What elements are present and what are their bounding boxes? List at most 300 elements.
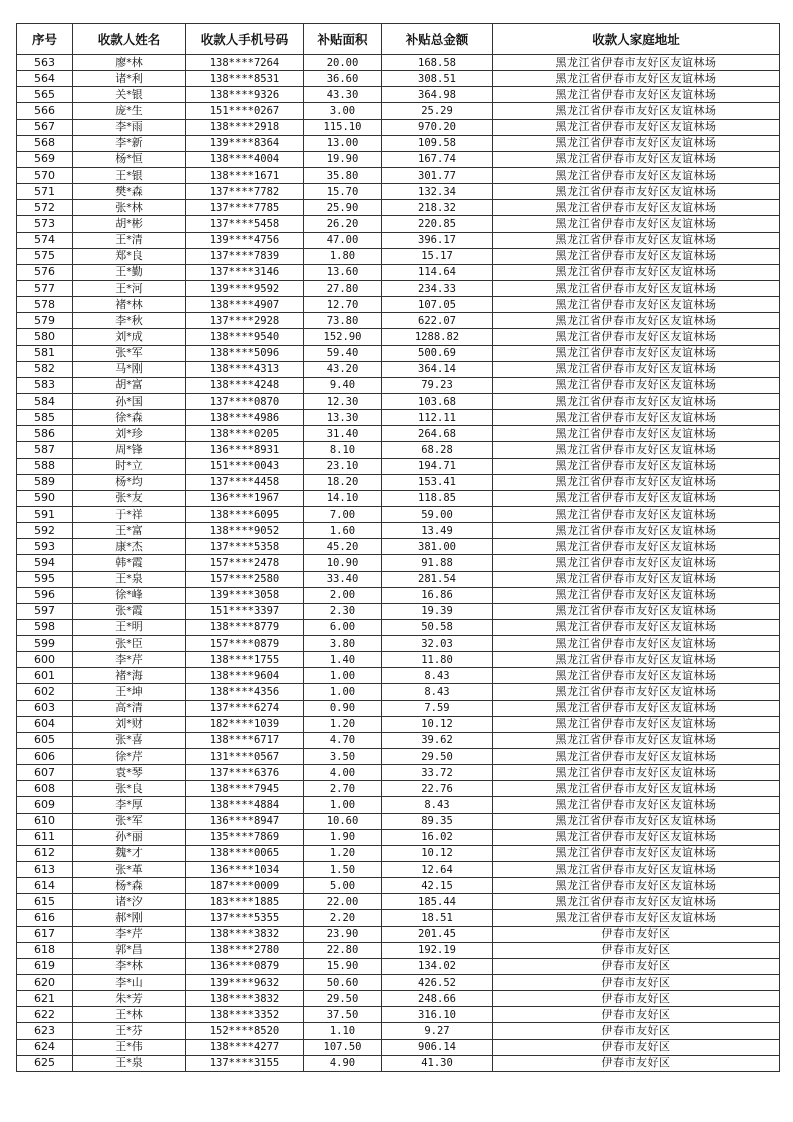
table-row xyxy=(17,636,780,652)
cell-index: 615 xyxy=(17,894,73,910)
cell-name: 李*林 xyxy=(73,958,186,974)
cell-address: 黑龙江省伊春市友好区友谊林场 xyxy=(493,523,780,539)
table-row xyxy=(17,700,780,716)
cell-amount: 264.68 xyxy=(382,426,493,442)
cell-name: 樊*森 xyxy=(73,184,186,200)
cell-index: 608 xyxy=(17,781,73,797)
cell-amount: 167.74 xyxy=(382,151,493,167)
cell-name: 杨*均 xyxy=(73,474,186,490)
cell-name: 王*明 xyxy=(73,619,186,635)
cell-index: 624 xyxy=(17,1039,73,1055)
cell-phone: 137****0870 xyxy=(186,393,304,409)
cell-index: 613 xyxy=(17,862,73,878)
cell-phone: 157****2478 xyxy=(186,555,304,571)
cell-name: 褚*林 xyxy=(73,297,186,313)
cell-address: 黑龙江省伊春市友好区友谊林场 xyxy=(493,297,780,313)
table-row xyxy=(17,200,780,216)
col-header-amount: 补贴总金额 xyxy=(382,24,493,55)
cell-address: 黑龙江省伊春市友好区友谊林场 xyxy=(493,87,780,103)
cell-area: 1.00 xyxy=(304,668,382,684)
cell-phone: 138****8531 xyxy=(186,71,304,87)
cell-index: 563 xyxy=(17,55,73,71)
cell-index: 622 xyxy=(17,1007,73,1023)
cell-address: 伊春市友好区 xyxy=(493,958,780,974)
cell-amount: 426.52 xyxy=(382,975,493,991)
cell-index: 598 xyxy=(17,619,73,635)
cell-name: 刘*财 xyxy=(73,716,186,732)
cell-area: 1.80 xyxy=(304,248,382,264)
cell-phone: 137****6274 xyxy=(186,700,304,716)
cell-area: 1.10 xyxy=(304,1023,382,1039)
cell-name: 李*新 xyxy=(73,135,186,151)
cell-area: 12.30 xyxy=(304,393,382,409)
cell-index: 581 xyxy=(17,345,73,361)
cell-name: 马*刚 xyxy=(73,361,186,377)
cell-name: 王*清 xyxy=(73,232,186,248)
cell-amount: 12.64 xyxy=(382,862,493,878)
cell-index: 625 xyxy=(17,1055,73,1071)
cell-area: 115.10 xyxy=(304,119,382,135)
cell-area: 47.00 xyxy=(304,232,382,248)
table-row xyxy=(17,232,780,248)
cell-name: 朱*芳 xyxy=(73,991,186,1007)
table-row xyxy=(17,345,780,361)
cell-amount: 192.19 xyxy=(382,942,493,958)
cell-area: 3.50 xyxy=(304,749,382,765)
cell-address: 黑龙江省伊春市友好区友谊林场 xyxy=(493,474,780,490)
cell-amount: 622.07 xyxy=(382,313,493,329)
cell-index: 600 xyxy=(17,652,73,668)
cell-phone: 138****0065 xyxy=(186,845,304,861)
col-header-area: 补贴面积 xyxy=(304,24,382,55)
cell-name: 周*锋 xyxy=(73,442,186,458)
cell-index: 588 xyxy=(17,458,73,474)
cell-amount: 1288.82 xyxy=(382,329,493,345)
cell-amount: 32.03 xyxy=(382,636,493,652)
table-row xyxy=(17,103,780,119)
cell-name: 李*芹 xyxy=(73,652,186,668)
cell-phone: 138****4356 xyxy=(186,684,304,700)
cell-phone: 131****0567 xyxy=(186,749,304,765)
table-row xyxy=(17,313,780,329)
table-row xyxy=(17,765,780,781)
cell-amount: 10.12 xyxy=(382,716,493,732)
cell-address: 黑龙江省伊春市友好区友谊林场 xyxy=(493,216,780,232)
table-row xyxy=(17,829,780,845)
cell-index: 569 xyxy=(17,151,73,167)
cell-phone: 138****4986 xyxy=(186,410,304,426)
cell-address: 黑龙江省伊春市友好区友谊林场 xyxy=(493,280,780,296)
cell-phone: 138****6717 xyxy=(186,732,304,748)
cell-address: 黑龙江省伊春市友好区友谊林场 xyxy=(493,248,780,264)
cell-area: 1.40 xyxy=(304,652,382,668)
table-row xyxy=(17,975,780,991)
cell-amount: 364.14 xyxy=(382,361,493,377)
cell-phone: 157****0879 xyxy=(186,636,304,652)
cell-address: 伊春市友好区 xyxy=(493,1007,780,1023)
cell-area: 1.90 xyxy=(304,829,382,845)
cell-amount: 220.85 xyxy=(382,216,493,232)
cell-phone: 182****1039 xyxy=(186,716,304,732)
cell-amount: 381.00 xyxy=(382,539,493,555)
cell-name: 徐*芹 xyxy=(73,749,186,765)
table-row xyxy=(17,991,780,1007)
cell-index: 564 xyxy=(17,71,73,87)
cell-index: 611 xyxy=(17,829,73,845)
cell-address: 伊春市友好区 xyxy=(493,1039,780,1055)
cell-phone: 139****8364 xyxy=(186,135,304,151)
cell-address: 黑龙江省伊春市友好区友谊林场 xyxy=(493,749,780,765)
cell-index: 604 xyxy=(17,716,73,732)
cell-name: 胡*富 xyxy=(73,377,186,393)
cell-phone: 137****7782 xyxy=(186,184,304,200)
table-row xyxy=(17,426,780,442)
cell-index: 590 xyxy=(17,490,73,506)
cell-phone: 152****8520 xyxy=(186,1023,304,1039)
cell-index: 621 xyxy=(17,991,73,1007)
cell-address: 黑龙江省伊春市友好区友谊林场 xyxy=(493,765,780,781)
cell-amount: 218.32 xyxy=(382,200,493,216)
cell-area: 37.50 xyxy=(304,1007,382,1023)
table-body xyxy=(17,55,780,1072)
cell-name: 王*林 xyxy=(73,1007,186,1023)
table-row xyxy=(17,442,780,458)
table-row xyxy=(17,894,780,910)
cell-name: 张*林 xyxy=(73,200,186,216)
cell-index: 614 xyxy=(17,878,73,894)
cell-address: 伊春市友好区 xyxy=(493,1055,780,1071)
cell-area: 1.00 xyxy=(304,684,382,700)
cell-amount: 103.68 xyxy=(382,393,493,409)
cell-name: 刘*成 xyxy=(73,329,186,345)
cell-phone: 137****7785 xyxy=(186,200,304,216)
cell-address: 伊春市友好区 xyxy=(493,991,780,1007)
table-row xyxy=(17,1007,780,1023)
cell-amount: 8.43 xyxy=(382,684,493,700)
cell-name: 张*霞 xyxy=(73,603,186,619)
cell-area: 15.90 xyxy=(304,958,382,974)
cell-name: 诸*汐 xyxy=(73,894,186,910)
table-row xyxy=(17,619,780,635)
table-row xyxy=(17,555,780,571)
cell-name: 张*良 xyxy=(73,781,186,797)
cell-area: 1.20 xyxy=(304,845,382,861)
table-row xyxy=(17,587,780,603)
cell-area: 4.00 xyxy=(304,765,382,781)
table-row xyxy=(17,490,780,506)
cell-phone: 187****0009 xyxy=(186,878,304,894)
cell-amount: 19.39 xyxy=(382,603,493,619)
cell-index: 596 xyxy=(17,587,73,603)
cell-address: 伊春市友好区 xyxy=(493,1023,780,1039)
table-row xyxy=(17,264,780,280)
table-row xyxy=(17,71,780,87)
cell-index: 571 xyxy=(17,184,73,200)
cell-address: 黑龙江省伊春市友好区友谊林场 xyxy=(493,55,780,71)
cell-name: 诸*利 xyxy=(73,71,186,87)
cell-name: 康*杰 xyxy=(73,539,186,555)
cell-index: 583 xyxy=(17,377,73,393)
cell-area: 10.60 xyxy=(304,813,382,829)
cell-index: 620 xyxy=(17,975,73,991)
cell-area: 27.80 xyxy=(304,280,382,296)
cell-amount: 194.71 xyxy=(382,458,493,474)
cell-phone: 138****4907 xyxy=(186,297,304,313)
header-row xyxy=(17,24,780,55)
cell-phone: 151****0043 xyxy=(186,458,304,474)
cell-area: 7.00 xyxy=(304,506,382,522)
cell-amount: 7.59 xyxy=(382,700,493,716)
cell-area: 36.60 xyxy=(304,71,382,87)
cell-amount: 33.72 xyxy=(382,765,493,781)
cell-amount: 59.00 xyxy=(382,506,493,522)
table-row xyxy=(17,329,780,345)
cell-index: 565 xyxy=(17,87,73,103)
cell-index: 580 xyxy=(17,329,73,345)
cell-index: 605 xyxy=(17,732,73,748)
cell-phone: 137****3155 xyxy=(186,1055,304,1071)
cell-phone: 136****0879 xyxy=(186,958,304,974)
cell-name: 李*山 xyxy=(73,975,186,991)
cell-name: 胡*彬 xyxy=(73,216,186,232)
cell-area: 1.60 xyxy=(304,523,382,539)
cell-name: 张*喜 xyxy=(73,732,186,748)
cell-area: 19.90 xyxy=(304,151,382,167)
cell-address: 黑龙江省伊春市友好区友谊林场 xyxy=(493,636,780,652)
cell-amount: 13.49 xyxy=(382,523,493,539)
cell-phone: 138****2780 xyxy=(186,942,304,958)
cell-area: 33.40 xyxy=(304,571,382,587)
cell-phone: 138****6095 xyxy=(186,506,304,522)
cell-phone: 137****6376 xyxy=(186,765,304,781)
cell-area: 23.10 xyxy=(304,458,382,474)
table-row xyxy=(17,410,780,426)
cell-phone: 138****4313 xyxy=(186,361,304,377)
cell-phone: 138****1671 xyxy=(186,167,304,183)
col-header-phone: 收款人手机号码 xyxy=(186,24,304,55)
cell-area: 1.00 xyxy=(304,797,382,813)
cell-amount: 112.11 xyxy=(382,410,493,426)
cell-amount: 134.02 xyxy=(382,958,493,974)
cell-amount: 132.34 xyxy=(382,184,493,200)
table-row xyxy=(17,151,780,167)
cell-address: 黑龙江省伊春市友好区友谊林场 xyxy=(493,200,780,216)
cell-name: 杨*恒 xyxy=(73,151,186,167)
cell-phone: 138****4248 xyxy=(186,377,304,393)
cell-phone: 138****1755 xyxy=(186,652,304,668)
cell-amount: 168.58 xyxy=(382,55,493,71)
cell-area: 4.70 xyxy=(304,732,382,748)
cell-amount: 89.35 xyxy=(382,813,493,829)
cell-area: 22.00 xyxy=(304,894,382,910)
cell-phone: 138****9326 xyxy=(186,87,304,103)
cell-amount: 10.12 xyxy=(382,845,493,861)
cell-amount: 281.54 xyxy=(382,571,493,587)
cell-index: 574 xyxy=(17,232,73,248)
cell-phone: 138****2918 xyxy=(186,119,304,135)
subsidy-table xyxy=(16,23,780,1072)
cell-phone: 138****5096 xyxy=(186,345,304,361)
cell-index: 610 xyxy=(17,813,73,829)
table-row xyxy=(17,910,780,926)
cell-address: 黑龙江省伊春市友好区友谊林场 xyxy=(493,393,780,409)
cell-phone: 138****9604 xyxy=(186,668,304,684)
cell-phone: 137****4458 xyxy=(186,474,304,490)
table-row xyxy=(17,797,780,813)
cell-phone: 138****8779 xyxy=(186,619,304,635)
cell-area: 20.00 xyxy=(304,55,382,71)
table-row xyxy=(17,280,780,296)
cell-phone: 138****9540 xyxy=(186,329,304,345)
cell-address: 黑龙江省伊春市友好区友谊林场 xyxy=(493,700,780,716)
cell-address: 黑龙江省伊春市友好区友谊林场 xyxy=(493,603,780,619)
cell-area: 5.00 xyxy=(304,878,382,894)
cell-amount: 18.51 xyxy=(382,910,493,926)
cell-index: 577 xyxy=(17,280,73,296)
cell-name: 李*秋 xyxy=(73,313,186,329)
table-row xyxy=(17,652,780,668)
cell-name: 王*河 xyxy=(73,280,186,296)
cell-name: 徐*峰 xyxy=(73,587,186,603)
cell-area: 43.30 xyxy=(304,87,382,103)
cell-index: 597 xyxy=(17,603,73,619)
cell-address: 黑龙江省伊春市友好区友谊林场 xyxy=(493,167,780,183)
table-row xyxy=(17,1055,780,1071)
cell-address: 黑龙江省伊春市友好区友谊林场 xyxy=(493,781,780,797)
cell-amount: 11.80 xyxy=(382,652,493,668)
table-row xyxy=(17,942,780,958)
cell-name: 郑*良 xyxy=(73,248,186,264)
cell-amount: 29.50 xyxy=(382,749,493,765)
table-row xyxy=(17,1039,780,1055)
cell-area: 25.90 xyxy=(304,200,382,216)
cell-name: 韩*霞 xyxy=(73,555,186,571)
cell-index: 617 xyxy=(17,926,73,942)
table-row xyxy=(17,958,780,974)
cell-amount: 114.64 xyxy=(382,264,493,280)
table-row xyxy=(17,813,780,829)
cell-index: 603 xyxy=(17,700,73,716)
table-row xyxy=(17,377,780,393)
cell-address: 黑龙江省伊春市友好区友谊林场 xyxy=(493,894,780,910)
cell-phone: 138****3352 xyxy=(186,1007,304,1023)
cell-area: 3.80 xyxy=(304,636,382,652)
cell-area: 152.90 xyxy=(304,329,382,345)
cell-name: 张*军 xyxy=(73,813,186,829)
cell-name: 袁*琴 xyxy=(73,765,186,781)
cell-address: 黑龙江省伊春市友好区友谊林场 xyxy=(493,652,780,668)
cell-amount: 68.28 xyxy=(382,442,493,458)
cell-index: 609 xyxy=(17,797,73,813)
col-header-address: 收款人家庭地址 xyxy=(493,24,780,55)
cell-phone: 139****9632 xyxy=(186,975,304,991)
table-row xyxy=(17,862,780,878)
cell-address: 黑龙江省伊春市友好区友谊林场 xyxy=(493,184,780,200)
table-row xyxy=(17,167,780,183)
cell-amount: 109.58 xyxy=(382,135,493,151)
cell-name: 高*清 xyxy=(73,700,186,716)
cell-area: 73.80 xyxy=(304,313,382,329)
cell-amount: 301.77 xyxy=(382,167,493,183)
cell-index: 602 xyxy=(17,684,73,700)
cell-phone: 136****8947 xyxy=(186,813,304,829)
cell-name: 孙*国 xyxy=(73,393,186,409)
cell-amount: 906.14 xyxy=(382,1039,493,1055)
cell-area: 29.50 xyxy=(304,991,382,1007)
table-row xyxy=(17,732,780,748)
table-row xyxy=(17,458,780,474)
cell-name: 杨*森 xyxy=(73,878,186,894)
cell-area: 23.90 xyxy=(304,926,382,942)
cell-index: 566 xyxy=(17,103,73,119)
cell-address: 伊春市友好区 xyxy=(493,942,780,958)
cell-amount: 316.10 xyxy=(382,1007,493,1023)
table-row xyxy=(17,119,780,135)
cell-index: 612 xyxy=(17,845,73,861)
cell-address: 黑龙江省伊春市友好区友谊林场 xyxy=(493,506,780,522)
cell-amount: 91.88 xyxy=(382,555,493,571)
cell-index: 584 xyxy=(17,393,73,409)
cell-area: 1.20 xyxy=(304,716,382,732)
cell-amount: 15.17 xyxy=(382,248,493,264)
cell-index: 589 xyxy=(17,474,73,490)
cell-address: 黑龙江省伊春市友好区友谊林场 xyxy=(493,845,780,861)
cell-address: 黑龙江省伊春市友好区友谊林场 xyxy=(493,829,780,845)
cell-phone: 138****3832 xyxy=(186,991,304,1007)
cell-name: 王*伟 xyxy=(73,1039,186,1055)
cell-address: 黑龙江省伊春市友好区友谊林场 xyxy=(493,426,780,442)
cell-name: 王*泉 xyxy=(73,571,186,587)
cell-name: 庞*生 xyxy=(73,103,186,119)
cell-phone: 151****0267 xyxy=(186,103,304,119)
cell-area: 26.20 xyxy=(304,216,382,232)
cell-phone: 151****3397 xyxy=(186,603,304,619)
cell-index: 619 xyxy=(17,958,73,974)
cell-name: 王*富 xyxy=(73,523,186,539)
cell-address: 伊春市友好区 xyxy=(493,975,780,991)
cell-address: 黑龙江省伊春市友好区友谊林场 xyxy=(493,555,780,571)
cell-name: 郝*刚 xyxy=(73,910,186,926)
cell-index: 585 xyxy=(17,410,73,426)
cell-area: 9.40 xyxy=(304,377,382,393)
cell-index: 573 xyxy=(17,216,73,232)
cell-area: 1.50 xyxy=(304,862,382,878)
cell-phone: 138****0205 xyxy=(186,426,304,442)
table-row xyxy=(17,393,780,409)
cell-phone: 137****3146 xyxy=(186,264,304,280)
cell-area: 59.40 xyxy=(304,345,382,361)
cell-index: 576 xyxy=(17,264,73,280)
cell-address: 黑龙江省伊春市友好区友谊林场 xyxy=(493,539,780,555)
cell-amount: 364.98 xyxy=(382,87,493,103)
cell-address: 黑龙江省伊春市友好区友谊林场 xyxy=(493,151,780,167)
cell-phone: 136****1034 xyxy=(186,862,304,878)
cell-area: 2.20 xyxy=(304,910,382,926)
cell-address: 黑龙江省伊春市友好区友谊林场 xyxy=(493,668,780,684)
cell-address: 黑龙江省伊春市友好区友谊林场 xyxy=(493,377,780,393)
cell-phone: 183****1885 xyxy=(186,894,304,910)
cell-index: 623 xyxy=(17,1023,73,1039)
cell-area: 2.70 xyxy=(304,781,382,797)
cell-address: 黑龙江省伊春市友好区友谊林场 xyxy=(493,619,780,635)
cell-index: 587 xyxy=(17,442,73,458)
cell-area: 2.00 xyxy=(304,587,382,603)
table-row xyxy=(17,926,780,942)
cell-amount: 79.23 xyxy=(382,377,493,393)
table-row xyxy=(17,539,780,555)
cell-area: 18.20 xyxy=(304,474,382,490)
table-row xyxy=(17,135,780,151)
